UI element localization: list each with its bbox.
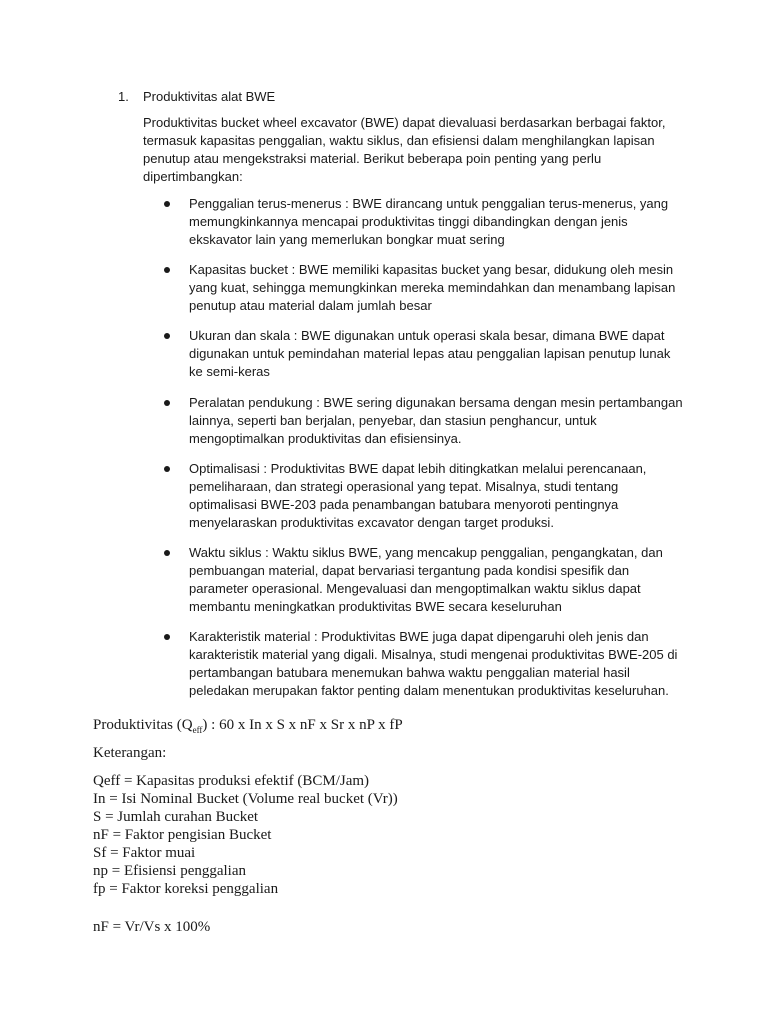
bullet-item [143, 544, 683, 616]
definition-item: np = Efisiensi penggalian [93, 863, 247, 879]
bullet-item [143, 394, 683, 448]
formula-label: Produktivitas (Q [93, 717, 193, 733]
bullet-text: Penggalian terus-menerus : BWE dirancang untuk penggalian terus-menerus, yang memungkinkannya mencapai produktivitas tinggi dibandingkan dengan jenis ekskavator lain yang memerlukan bongkar muat sering [189, 196, 669, 247]
bullet-dot-icon [164, 550, 170, 556]
definition-item: fp = Faktor koreksi penggalian [93, 881, 279, 897]
bullet-text: Waktu siklus : Waktu siklus BWE, yang mencakup penggalian, pengangkatan, dan pembuangan material, dapat bervariasi tergantung pada kondisi spesifik dan parameter operasional. Mengevaluasi dan mengoptimalkan waktu siklus dapat membantu meningkatkan produktivitas BWE secara keseluruhan [189, 544, 663, 614]
bullet-text: Peralatan pendukung : BWE sering digunakan bersama dengan mesin pertambangan lainnya, seperti ban berjalan, penyebar, dan stasiun penghancur, untuk mengoptimalkan produktivitas dan efisiensinya. [189, 394, 683, 446]
bullet-item [143, 195, 683, 249]
definition-item: nF = Faktor pengisian Bucket [93, 827, 272, 843]
bullet-item [143, 628, 683, 700]
definition-item: Qeff = Kapasitas produksi efektif (BCM/Jam) [93, 773, 370, 789]
bullet-text: Kapasitas bucket : BWE memiliki kapasitas bucket yang besar, didukung oleh mesin yang kuat, sehingga memungkinkan mereka memindahkan dan menambang lapisan penutup atau material dalam jumlah besar [189, 262, 676, 314]
bullet-dot-icon [164, 634, 170, 640]
formula-subscript: eff [192, 725, 203, 735]
section-number: 1. [118, 89, 129, 104]
bullet-item [143, 261, 683, 315]
bullet-item [143, 327, 683, 381]
bullet-text: Optimalisasi : Produktivitas BWE dapat lebih ditingkatkan melalui perencanaan, pemeliharaan, dan strategi operasional yang tepat. Misalnya, studi tentang optimalisasi BWE-203 pada penambangan batubara menyoroti pentingnya menyelaraskan produktivitas excavator dengan target produksi. [189, 460, 647, 530]
factor-bullet-list [143, 195, 683, 712]
section-title: Produktivitas alat BWE [143, 89, 276, 104]
intro-paragraph: Produktivitas bucket wheel excavator (BWE) dapat dievaluasi berdasarkan berbagai faktor, termasuk kapasitas penggalian, waktu siklus, dan efisiensi dalam menghilangkan lapisan penutup atau mengekstraksi material. Berikut beberapa poin penting yang perlu dipertimbangkan: [143, 115, 666, 184]
definition-item: S = Jumlah curahan Bucket [93, 809, 259, 825]
bullet-dot-icon [164, 400, 170, 406]
bullet-dot-icon [164, 267, 170, 273]
bullet-text: Ukuran dan skala : BWE digunakan untuk operasi skala besar, dimana BWE dapat digunakan untuk pemindahan material lepas atau penggalian lapisan penutup lunak ke semi-keras [189, 328, 671, 380]
formula-expression: ) : 60 x In x S x nF x Sr x nP x fP [202, 717, 403, 733]
keterangan-heading: Keterangan: [93, 745, 167, 761]
bullet-dot-icon [164, 333, 170, 339]
definition-item: In = Isi Nominal Bucket (Volume real bucket (Vr)) [93, 791, 398, 807]
section-heading [118, 88, 678, 106]
fill-factor-formula: nF = Vr/Vs x 100% [93, 919, 211, 935]
productivity-formula [93, 716, 693, 734]
bullet-text: Karakteristik material : Produktivitas BWE juga dapat dipengaruhi oleh jenis dan karakteristik material yang digali. Misalnya, studi mengenai produktivitas BWE-205 di pertambangan batubara menemukan bahwa waktu penggalian material hasil peledakan merupakan faktor penting dalam menentukan produktivitas keseluruhan. [189, 629, 678, 699]
definition-list [93, 772, 398, 898]
bullet-dot-icon [164, 201, 170, 207]
bullet-dot-icon [164, 466, 170, 472]
bullet-item [143, 460, 683, 532]
definition-item: Sf = Faktor muai [93, 845, 196, 861]
